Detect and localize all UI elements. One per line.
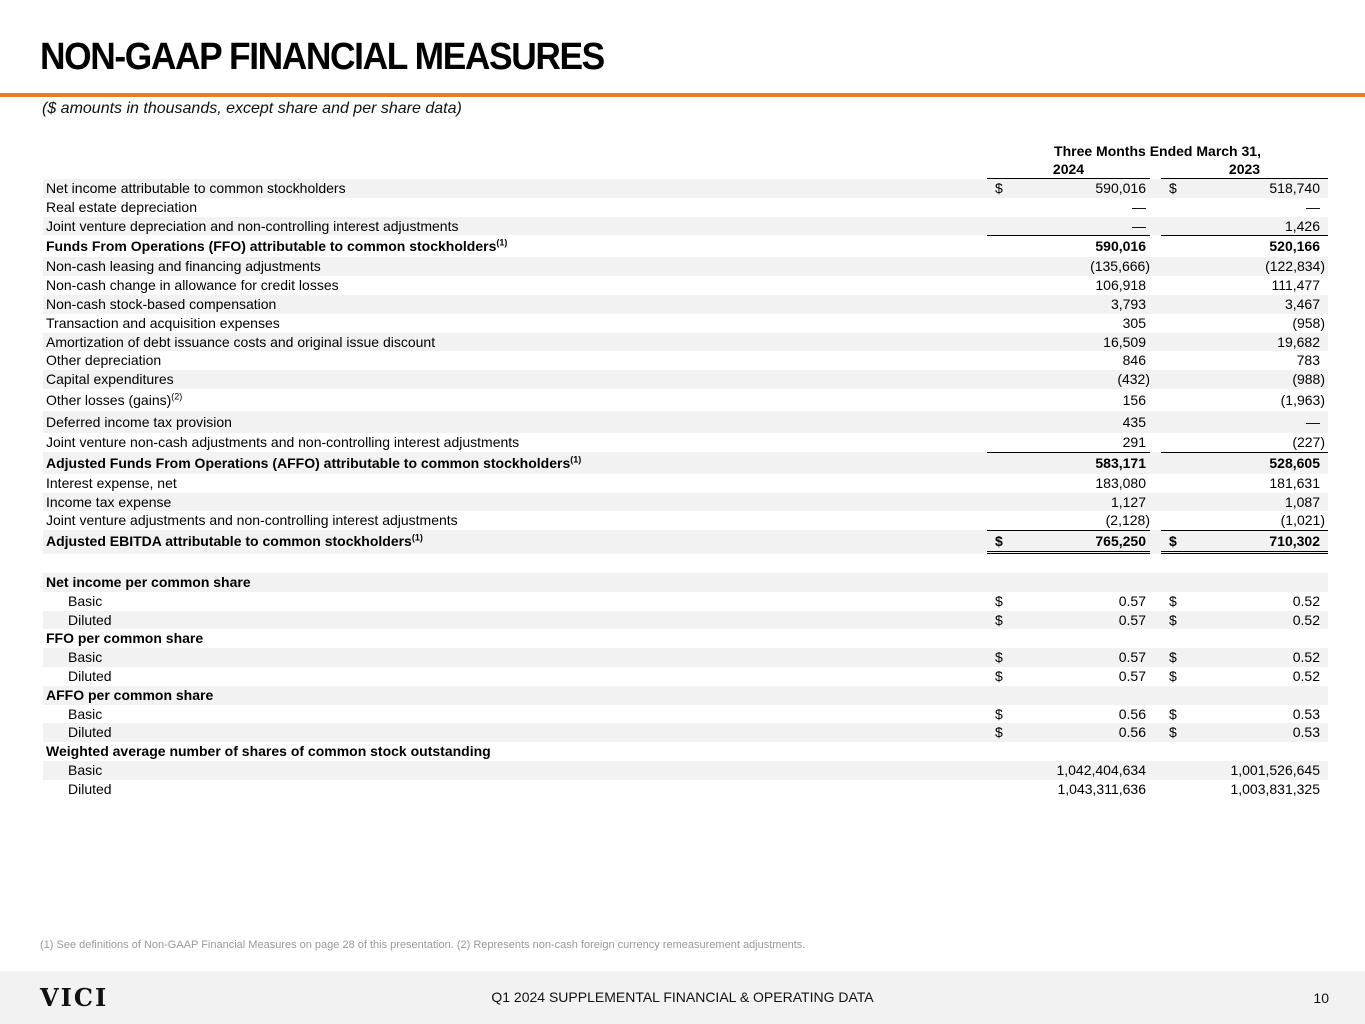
value-2023: — <box>1306 413 1320 430</box>
value-2024: 0.57 <box>1118 592 1146 609</box>
currency-symbol-2024: $ <box>995 667 1003 684</box>
table-row <box>43 452 1328 474</box>
currency-symbol-2024: $ <box>995 611 1003 628</box>
footnote-marker: (1) <box>411 532 423 543</box>
value-2023: 710,302 <box>1269 533 1320 550</box>
row-label: Real estate depreciation <box>46 198 197 215</box>
subtotal-rule <box>1161 235 1328 236</box>
table-row <box>43 705 1328 724</box>
table-row <box>43 648 1328 667</box>
value-2023: 0.53 <box>1292 705 1320 722</box>
value-2023: 1,003,831,325 <box>1230 780 1320 797</box>
subtotal-rule <box>1161 452 1328 453</box>
value-2023: 528,605 <box>1269 454 1320 471</box>
table-row <box>43 474 1328 493</box>
value-2024: 583,171 <box>1095 454 1146 471</box>
value-2024: 3,793 <box>1110 295 1146 312</box>
table-row <box>43 333 1328 352</box>
table-row <box>43 257 1328 276</box>
value-2023: (1,021) <box>1280 512 1325 529</box>
row-label: Diluted <box>68 667 112 684</box>
row-label: Basic <box>68 761 103 778</box>
value-2024: (135,666) <box>1090 258 1150 275</box>
table-row <box>43 611 1328 630</box>
table-row <box>43 314 1328 333</box>
subtotal-rule <box>1161 530 1328 531</box>
table-row <box>43 411 1328 433</box>
value-2024: 291 <box>1122 433 1146 450</box>
total-double-rule <box>1161 551 1328 552</box>
currency-symbol-2024: $ <box>995 180 1003 196</box>
row-label: Other losses (gains)$^{(2)}$ <box>46 391 183 408</box>
value-2023: 19,682 <box>1277 333 1320 350</box>
value-2024: 106,918 <box>1095 277 1146 294</box>
value-2024: 590,016 <box>1095 180 1146 196</box>
row-label: Amortization of debt issuance costs and original issue discount <box>46 333 436 350</box>
table-row <box>43 629 1328 648</box>
vici-logo: VICI <box>40 983 109 1012</box>
table-row <box>43 780 1328 799</box>
value-2024: (2,128) <box>1105 512 1150 529</box>
page-number: 10 <box>1313 990 1329 1006</box>
row-label: Funds From Operations (FFO) attributable to common stockholders$^{(1)}$ <box>46 237 508 255</box>
value-2024: 156 <box>1122 391 1146 408</box>
currency-symbol-2024: $ <box>995 592 1003 609</box>
value-2023: 1,087 <box>1284 493 1320 510</box>
value-2023: 0.52 <box>1292 592 1320 609</box>
value-2023: 520,166 <box>1269 238 1320 255</box>
table-row <box>43 351 1328 370</box>
table-row <box>43 592 1328 611</box>
row-label: Basic <box>68 705 103 722</box>
table-row <box>43 686 1328 705</box>
table-row <box>43 742 1328 761</box>
row-label: Other depreciation <box>46 352 162 369</box>
row-label: Non-cash leasing and financing adjustments <box>46 258 321 275</box>
currency-symbol-2023: $ <box>1169 724 1177 741</box>
value-2023: 181,631 <box>1269 474 1320 491</box>
value-2023: 3,467 <box>1284 295 1320 312</box>
value-2024: 183,080 <box>1095 474 1146 491</box>
value-2024: 846 <box>1122 352 1146 369</box>
title-divider <box>0 93 1365 97</box>
value-2024: 765,250 <box>1095 533 1146 550</box>
table-row <box>43 217 1328 236</box>
value-2024: 305 <box>1122 314 1146 331</box>
table-row <box>43 198 1328 217</box>
row-label: Transaction and acquisition expenses <box>46 314 280 331</box>
row-label: Joint venture non-cash adjustments and non-controlling interest adjustments <box>46 433 520 450</box>
value-2023: 111,477 <box>1271 277 1320 294</box>
subtotal-rule <box>987 235 1150 236</box>
currency-symbol-2023: $ <box>1169 180 1177 196</box>
table-row <box>43 433 1328 452</box>
row-label: Joint venture depreciation and non-controlling interest adjustments <box>46 217 459 234</box>
value-2023: 0.52 <box>1292 611 1320 628</box>
table-row <box>43 389 1328 411</box>
row-label: Adjusted Funds From Operations (AFFO) attributable to common stockholders$^{(1)}$ <box>46 454 582 471</box>
value-2024: 435 <box>1122 413 1146 430</box>
row-label: Diluted <box>68 780 112 797</box>
row-label: Capital expenditures <box>46 371 174 388</box>
value-2023: 1,426 <box>1284 217 1320 234</box>
table-row <box>43 493 1328 512</box>
value-2023: 0.52 <box>1292 649 1320 666</box>
table-row <box>43 530 1328 554</box>
value-2024: 0.57 <box>1118 649 1146 666</box>
currency-symbol-2024: $ <box>995 705 1003 722</box>
currency-symbol-2023: $ <box>1169 649 1177 666</box>
value-2023: (227) <box>1292 433 1325 450</box>
table-row <box>43 235 1328 257</box>
table-row <box>43 554 1328 573</box>
footer-title: Q1 2024 SUPPLEMENTAL FINANCIAL & OPERATING DATA <box>491 989 874 1005</box>
currency-symbol-2024: $ <box>995 533 1003 550</box>
row-label: Basic <box>68 649 103 666</box>
value-2024: 0.57 <box>1118 611 1146 628</box>
table-row <box>43 723 1328 742</box>
table-row <box>43 761 1328 780</box>
year-header-2023: 2023 <box>1228 161 1261 177</box>
row-label: Joint venture adjustments and non-controlling interest adjustments <box>46 512 458 529</box>
currency-symbol-2024: $ <box>995 649 1003 666</box>
value-2024: (432) <box>1117 371 1150 388</box>
value-2024: 0.56 <box>1118 724 1146 741</box>
currency-symbol-2023: $ <box>1169 667 1177 684</box>
row-label: Non-cash stock-based compensation <box>46 295 277 312</box>
table-row <box>43 276 1328 295</box>
value-2024: 590,016 <box>1095 238 1146 255</box>
row-label: FFO per common share <box>46 630 204 647</box>
period-header: Three Months Ended March 31, <box>1054 143 1261 159</box>
row-label: Diluted <box>68 724 112 741</box>
page-title: NON-GAAP FINANCIAL MEASURES <box>40 36 604 78</box>
value-2023: 1,001,526,645 <box>1230 761 1320 778</box>
currency-symbol-2023: $ <box>1169 705 1177 722</box>
table-row <box>43 573 1328 592</box>
value-2023: 0.53 <box>1292 724 1320 741</box>
value-2023: 783 <box>1296 352 1320 369</box>
value-2024: 16,509 <box>1103 333 1146 350</box>
value-2023: (122,834) <box>1265 258 1325 275</box>
row-label: Interest expense, net <box>46 474 177 491</box>
row-label: Adjusted EBITDA attributable to common stockholders$^{(1)}$ <box>46 532 423 550</box>
subtotal-rule <box>987 530 1150 531</box>
value-2023: 0.52 <box>1292 667 1320 684</box>
value-2023: (958) <box>1292 314 1325 331</box>
row-label: Deferred income tax provision <box>46 413 232 430</box>
value-2024: 0.56 <box>1118 705 1146 722</box>
subtotal-rule <box>987 452 1150 453</box>
value-2023: — <box>1306 198 1320 215</box>
row-label: Net income attributable to common stockholders <box>46 180 346 196</box>
currency-symbol-2023: $ <box>1169 611 1177 628</box>
currency-symbol-2024: $ <box>995 724 1003 741</box>
row-label: Diluted <box>68 611 112 628</box>
currency-symbol-2023: $ <box>1169 592 1177 609</box>
value-2024: — <box>1132 198 1146 215</box>
value-2024: 1,043,311,636 <box>1057 780 1146 797</box>
footnote-marker: (1) <box>570 454 582 465</box>
table-row <box>43 667 1328 686</box>
page-subtitle: ($ amounts in thousands, except share and per share data) <box>42 100 462 117</box>
row-label: Net income per common share <box>46 573 251 590</box>
value-2024: — <box>1132 217 1146 234</box>
total-double-rule <box>987 551 1150 552</box>
row-label: Weighted average number of shares of common stock outstanding <box>46 743 491 760</box>
table-body <box>43 179 1328 799</box>
table-row <box>43 295 1328 314</box>
table-row <box>43 370 1328 389</box>
footnote: (1) See definitions of Non-GAAP Financial Measures on page 28 of this presentation. (2) Represents non-cash foreign currency remeasurement adjustments. <box>40 939 806 951</box>
footnote-marker: (1) <box>496 237 508 248</box>
value-2023: 518,740 <box>1269 180 1320 196</box>
value-2024: 1,127 <box>1110 493 1146 510</box>
value-2023: (1,963) <box>1280 391 1325 408</box>
row-label: AFFO per common share <box>46 686 214 703</box>
footnote-marker: (2) <box>171 391 183 402</box>
row-label: Non-cash change in allowance for credit losses <box>46 277 339 294</box>
year-header-2024: 2024 <box>1052 161 1085 177</box>
value-2023: (988) <box>1292 371 1325 388</box>
table-row <box>43 511 1328 530</box>
currency-symbol-2023: $ <box>1169 533 1177 550</box>
value-2024: 0.57 <box>1118 667 1146 684</box>
table-row <box>43 179 1328 198</box>
value-2024: 1,042,404,634 <box>1056 761 1146 778</box>
row-label: Income tax expense <box>46 493 172 510</box>
row-label: Basic <box>68 592 103 609</box>
